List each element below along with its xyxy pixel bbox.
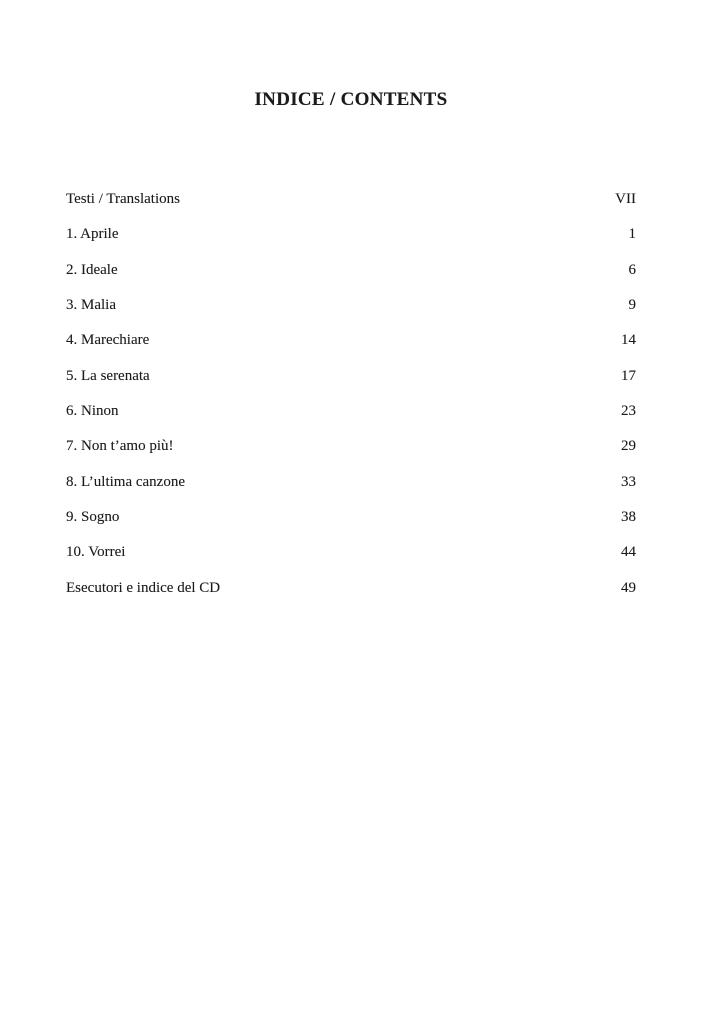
toc-entry <box>66 571 636 606</box>
toc-entry-page-number: 17 <box>621 367 636 384</box>
toc-entry-label: 1. Aprile <box>66 226 119 243</box>
toc-entry-page-number: 38 <box>621 509 636 526</box>
toc-entry-page-number: 33 <box>621 473 636 490</box>
toc-entry-page-number: 44 <box>621 544 636 561</box>
toc-entry <box>66 288 636 323</box>
toc-entry <box>66 253 636 288</box>
toc-entry-page-number: VII <box>615 191 636 207</box>
toc-entry-label: 5. La serenata <box>66 367 150 384</box>
toc-entry-page-number: 49 <box>621 579 636 596</box>
toc-entry-page-number: 23 <box>621 403 636 420</box>
toc-entry-label: 6. Ninon <box>66 403 119 420</box>
toc-entry-label: 3. Malia <box>66 297 116 314</box>
toc-entry-label: Esecutori e indice del CD <box>66 579 221 596</box>
toc-entry <box>66 217 636 252</box>
toc-entry-label: 8. L’ultima canzone <box>66 473 185 490</box>
toc-entry-label: 4. Marechiare <box>66 332 150 349</box>
toc-entry-page-number: 29 <box>621 438 636 455</box>
page-title: INDICE / CONTENTS <box>254 89 448 110</box>
toc-entry <box>66 323 636 358</box>
toc-entry <box>66 394 636 429</box>
toc-entry-label: 7. Non t’amo più! <box>66 438 174 455</box>
toc-entry-page-number: 14 <box>621 332 636 349</box>
toc-entry-label: 9. Sogno <box>66 509 120 526</box>
toc-entry-page-number: 6 <box>628 261 636 278</box>
toc-entry <box>66 359 636 394</box>
toc-entry-label: Testi / Translations <box>66 191 180 207</box>
toc-entry-label: 2. Ideale <box>66 261 118 278</box>
toc-entry <box>66 429 636 464</box>
toc-entry <box>66 500 636 535</box>
toc-entry-label: 10. Vorrei <box>66 544 126 561</box>
toc-entry <box>66 465 636 500</box>
toc-entry <box>66 535 636 570</box>
table-of-contents <box>66 182 636 606</box>
toc-entry-page-number: 1 <box>628 226 636 243</box>
toc-entry-page-number: 9 <box>628 297 636 314</box>
toc-entry <box>66 182 636 217</box>
